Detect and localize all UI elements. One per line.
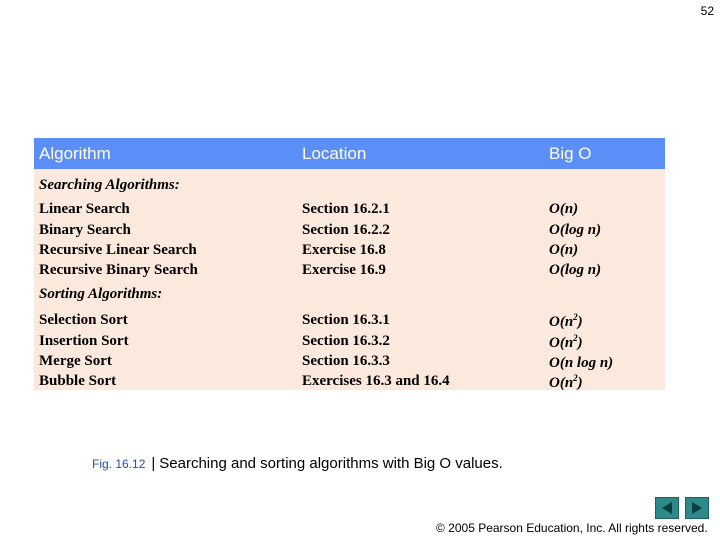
table-row — [34, 373, 665, 393]
table-row — [34, 353, 665, 373]
page-number: 52 — [700, 4, 714, 18]
copyright-footer: © 2005 Pearson Education, Inc. All rights reserved. — [436, 521, 708, 535]
table-row — [34, 262, 665, 282]
cell-big-o: O(log n) — [549, 222, 602, 238]
cell-algorithm: Recursive Linear Search — [39, 242, 197, 258]
section-title-searching: Searching Algorithms: — [39, 177, 180, 193]
table-row — [34, 333, 665, 353]
cell-big-o: $O(n^2)$ — [549, 333, 583, 351]
cell-big-o: $O(n^2)$ — [549, 312, 583, 330]
table-row — [34, 201, 665, 221]
section-title-sorting: Sorting Algorithms: — [39, 286, 163, 302]
header-location: Location — [302, 144, 367, 163]
cell-algorithm: Binary Search — [39, 222, 131, 238]
cell-location: Exercises 16.3 and 16.4 — [302, 373, 450, 389]
cell-algorithm: Linear Search — [39, 201, 130, 217]
header-big-o: Big O — [549, 144, 592, 163]
figure-label: Fig. 16.12 — [92, 457, 146, 471]
cell-location: Section 16.3.2 — [302, 333, 390, 349]
cell-big-o: O(log n) — [549, 262, 602, 278]
cell-algorithm: Insertion Sort — [39, 333, 129, 349]
cell-location: Section 16.2.2 — [302, 222, 390, 238]
cell-big-o: O(n) — [549, 242, 579, 258]
table-row — [34, 312, 665, 332]
cell-algorithm: Recursive Binary Search — [39, 262, 198, 278]
table-header — [34, 138, 665, 169]
cell-algorithm: Selection Sort — [39, 312, 128, 328]
cell-algorithm: Bubble Sort — [39, 373, 117, 389]
cell-location: Exercise 16.9 — [302, 262, 386, 278]
cell-algorithm: Merge Sort — [39, 353, 112, 369]
cell-location: Section 16.3.1 — [302, 312, 390, 328]
header-algorithm: Algorithm — [39, 144, 111, 163]
triangle-right-icon — [690, 501, 704, 515]
triangle-left-icon — [660, 501, 674, 515]
previous-slide-button[interactable] — [655, 497, 679, 519]
cell-location: Section 16.3.3 — [302, 353, 390, 369]
caption-separator: | — [151, 455, 156, 472]
next-slide-button[interactable] — [685, 497, 709, 519]
cell-location: Section 16.2.1 — [302, 201, 390, 217]
table-row — [34, 222, 665, 242]
table-row — [34, 242, 665, 262]
cell-big-o: $O(n^2)$ — [549, 373, 583, 391]
algorithms-table — [34, 138, 665, 390]
cell-big-o: O(n log n) — [549, 355, 614, 371]
cell-big-o: O(n) — [549, 201, 579, 217]
caption-text: Searching and sorting algorithms with Big O values. — [159, 455, 503, 472]
figure-caption — [92, 455, 503, 472]
cell-location: Exercise 16.8 — [302, 242, 386, 258]
